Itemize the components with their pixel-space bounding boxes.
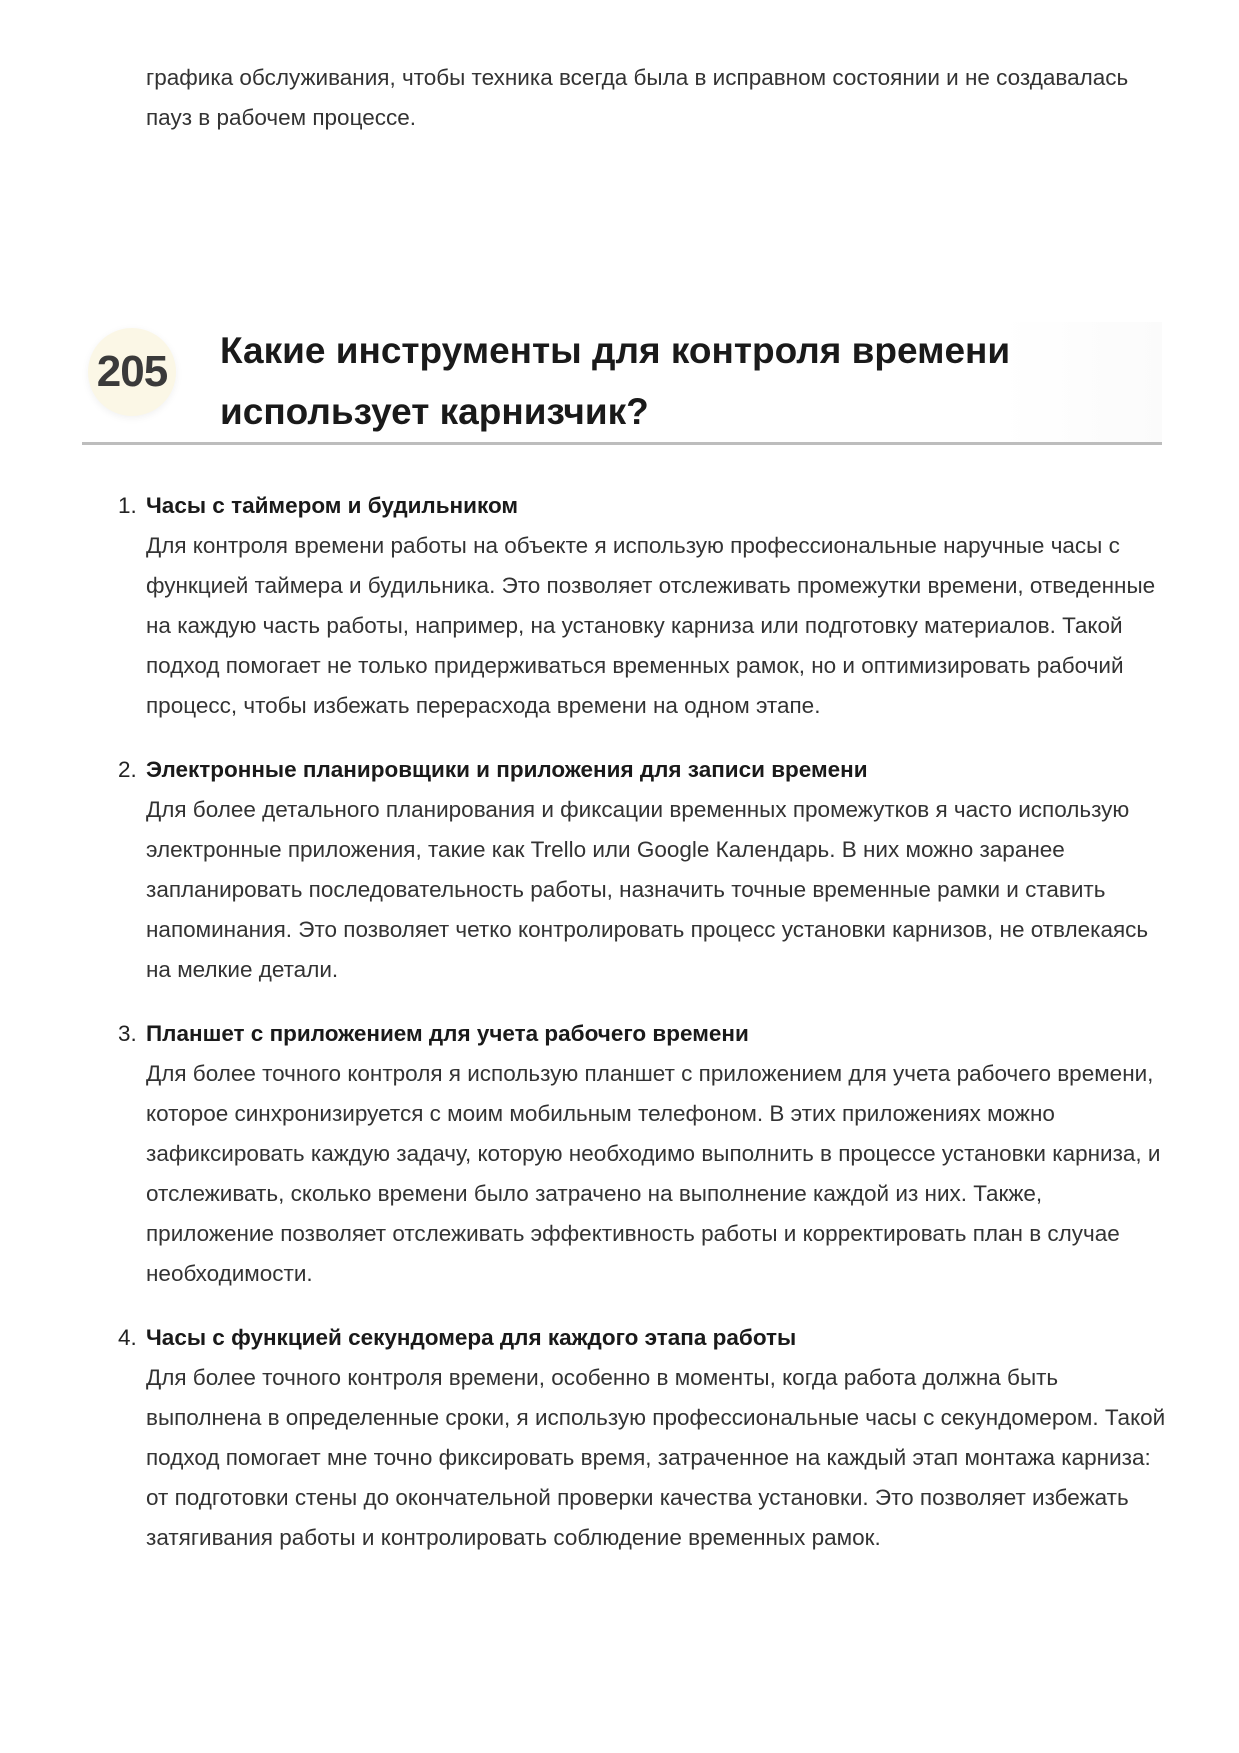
answer-item-2 [110, 750, 1170, 990]
question-header [82, 312, 1162, 444]
answer-title: Электронные планировщики и приложения для записи времени [146, 757, 868, 782]
intro-text: графика обслуживания, чтобы техника всегда была в исправном состоянии и не создавалась пауз в рабочем процессе. [146, 65, 1129, 130]
answer-body: Для более точного контроля времени, особенно в моменты, когда работа должна быть выполнена в определенные сроки, я использую профессиональные часы с секундомером. Такой подход помогает мне точно фиксировать время, затраченное на каждый этап монтажа карниза: от подготовки стены до окончательной проверки качества установки. Это позволяет избежать затягивания работы и контролировать соблюдение временных рамок. [146, 1365, 1166, 1550]
answer-title: Часы с функцией секундомера для каждого этапа работы [146, 1325, 797, 1350]
answer-body: Для более точного контроля я использую планшет с приложением для учета рабочего времени, которое синхронизируется с моим мобильным телефоном. В этих приложениях можно зафиксировать каждую задачу, которую необходимо выполнить в процессе установки карниза, и отслеживать, сколько времени было затрачено на выполнение каждой из них. Также, приложение позволяет отслеживать эффективность работы и корректировать план в случае необходимости. [146, 1061, 1161, 1286]
answer-number: 4. [118, 1325, 137, 1350]
answer-title: Планшет с приложением для учета рабочего времени [146, 1021, 749, 1046]
answer-body: Для более детального планирования и фиксации временных промежутков я часто использую электронные приложения, такие как Trello или Google Календарь. В них можно заранее запланировать последовательность работы, назначить точные временные рамки и ставить напоминания. Это позволяет четко контролировать процесс установки карнизов, не отвлекаясь на мелкие детали. [146, 797, 1149, 982]
intro-paragraph [146, 58, 1156, 138]
answer-number: 2. [118, 757, 137, 782]
answer-list [110, 486, 1170, 1582]
answer-number: 1. [118, 493, 137, 518]
answer-title: Часы с таймером и будильником [146, 493, 519, 518]
question-number-badge: 205 [88, 328, 176, 416]
answer-item-1 [110, 486, 1170, 726]
answer-item-3 [110, 1014, 1170, 1294]
answer-number: 3. [118, 1021, 137, 1046]
answer-body: Для контроля времени работы на объекте я использую профессиональные наручные часы с функцией таймера и будильника. Это позволяет отслеживать промежутки времени, отведенные на каждую часть работы, например, на установку карниза или подготовку материалов. Такой подход помогает не только придерживаться временных рамок, но и оптимизировать рабочий процесс, чтобы избежать перерасхода времени на одном этапе. [146, 533, 1156, 718]
question-title: Какие инструменты для контроля времени использует карнизчик? [220, 330, 1011, 432]
answer-item-4 [110, 1318, 1170, 1558]
header-divider [82, 442, 1162, 445]
